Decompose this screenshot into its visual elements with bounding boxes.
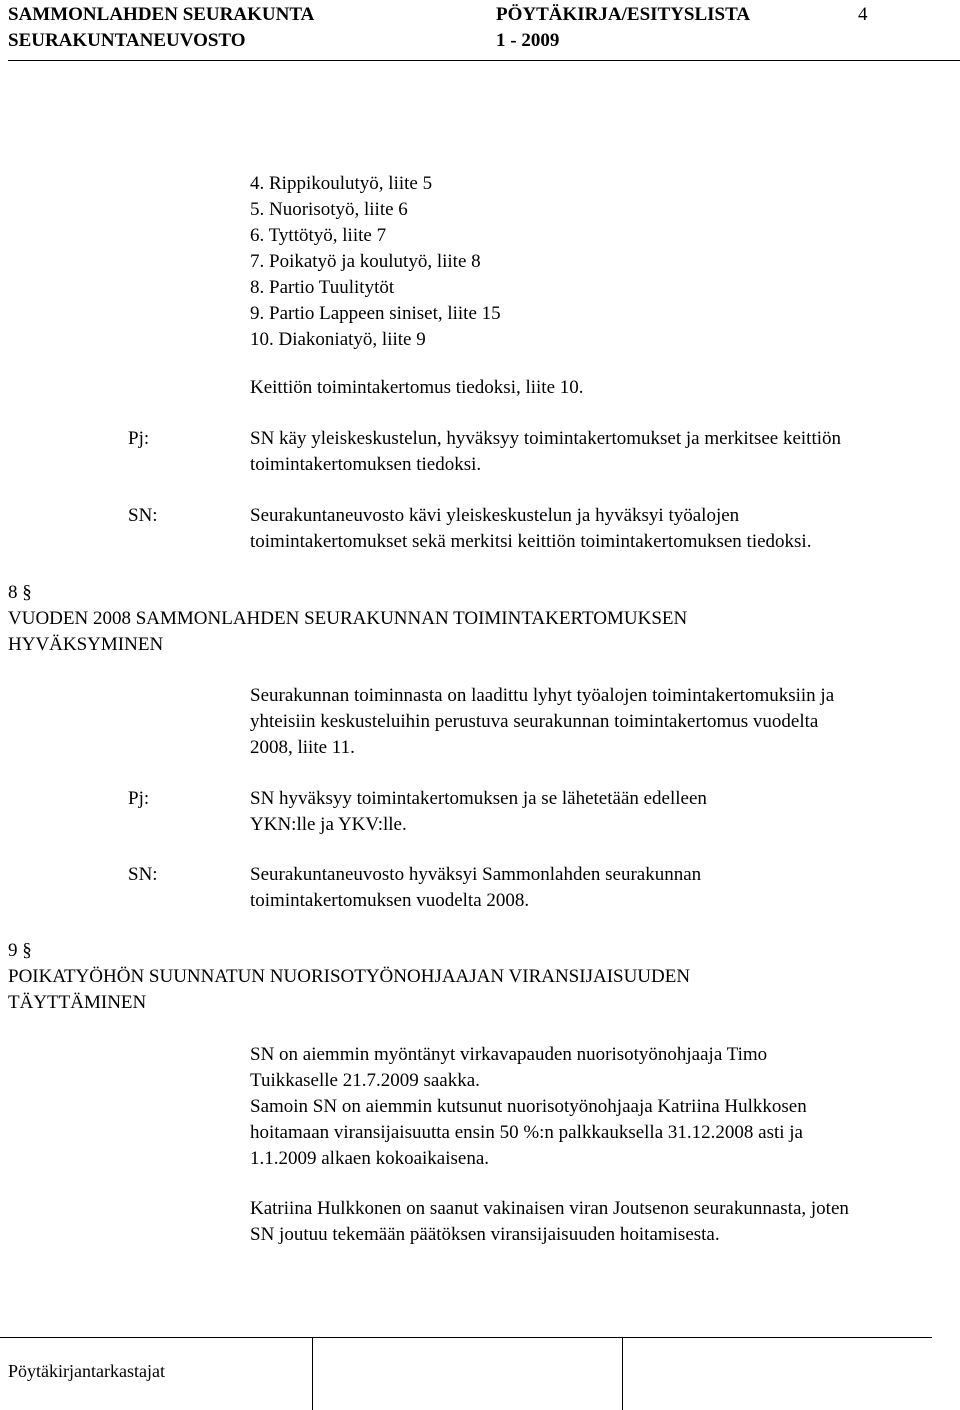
chair-label: Pj: (128, 788, 150, 809)
section-body: Seurakunnan toiminnasta on laadittu lyhyt työalojen toimintakertomuksiin ja yhteisiin keskusteluihin perustuva seurakunnan toimintakertomus vuodelta 2008, liite 11. (250, 685, 835, 758)
section-number: 9 § (8, 940, 32, 961)
header-rule (8, 60, 960, 61)
document-type: PÖYTÄKIRJA/ESITYSLISTA (496, 4, 751, 25)
list-item: 8. Partio Tuulitytöt (250, 277, 395, 298)
work-area-list (250, 171, 501, 353)
footer-label: Pöytäkirjantarkastajat (8, 1361, 165, 1381)
kitchen-note: Keittiön toimintakertomus tiedoksi, liite 10. (250, 377, 584, 398)
list-item: 5. Nuorisotyö, liite 6 (250, 199, 408, 220)
section-number: 8 § (8, 582, 32, 603)
chair-label: Pj: (128, 428, 150, 449)
section-body: Katriina Hulkkonen on saanut vakinaisen viran Joutsenon seurakunnasta, joten SN joutuu tekemään päätöksen viransijaisuuden hoitamisesta. (250, 1198, 849, 1245)
section-symbol: § (22, 940, 32, 961)
council-decision: Seurakuntaneuvosto kävi yleiskeskustelun ja hyväksyi työalojen toimintakertomukset sekä merkitsi keittiön toimintakertomuksen tiedoksi. (250, 505, 812, 552)
list-item: 4. Rippikoulutyö, liite 5 (250, 173, 433, 194)
council-decision: Seurakuntaneuvosto hyväksyi Sammonlahden seurakunnan toimintakertomuksen vuodelta 2008. (250, 864, 702, 911)
list-item: 9. Partio Lappeen siniset, liite 15 (250, 303, 501, 324)
list-item: 10. Diakoniatyö, liite 9 (250, 329, 426, 350)
footer-rule (0, 1337, 932, 1338)
document-number: 1 - 2009 (496, 30, 560, 51)
org-name: SAMMONLAHDEN SEURAKUNTA (8, 4, 315, 25)
chair-proposal: SN hyväksyy toimintakertomuksen ja se lähetetään edelleen YKN:lle ja YKV:lle. (250, 788, 707, 835)
section-symbol: § (22, 582, 32, 603)
council-name: SEURAKUNTANEUVOSTO (8, 30, 246, 51)
list-item: 7. Poikatyö ja koulutyö, liite 8 (250, 251, 481, 272)
section-title: POIKATYÖHÖN SUUNNATUN NUORISOTYÖNOHJAAJAN VIRANSIJAISUUDEN TÄYTTÄMINEN (8, 966, 691, 1013)
council-label: SN: (128, 505, 158, 526)
footer-divider (312, 1337, 313, 1410)
section-body: SN on aiemmin myöntänyt virkavapauden nuorisotyönohjaaja Timo Tuikkaselle 21.7.2009 saakka. Samoin SN on aiemmin kutsunut nuorisotyönohjaaja Katriina Hulkkosen hoitamaan viransijaisuutta ensin 50 %:n palkkauksella 31.12.2008 asti ja 1.1.2009 alkaen kokoaikaisena. (250, 1044, 807, 1169)
section-title: VUODEN 2008 SAMMONLAHDEN SEURAKUNNAN TOIMINTAKERTOMUKSEN HYVÄKSYMINEN (8, 608, 688, 655)
list-item: 6. Tyttötyö, liite 7 (250, 225, 387, 246)
chair-proposal: SN käy yleiskeskustelun, hyväksyy toimintakertomukset ja merkitsee keittiön toimintakertomuksen tiedoksi. (250, 428, 842, 475)
council-label: SN: (128, 864, 158, 885)
page-number: 4 (858, 4, 868, 25)
footer-divider (622, 1337, 623, 1410)
